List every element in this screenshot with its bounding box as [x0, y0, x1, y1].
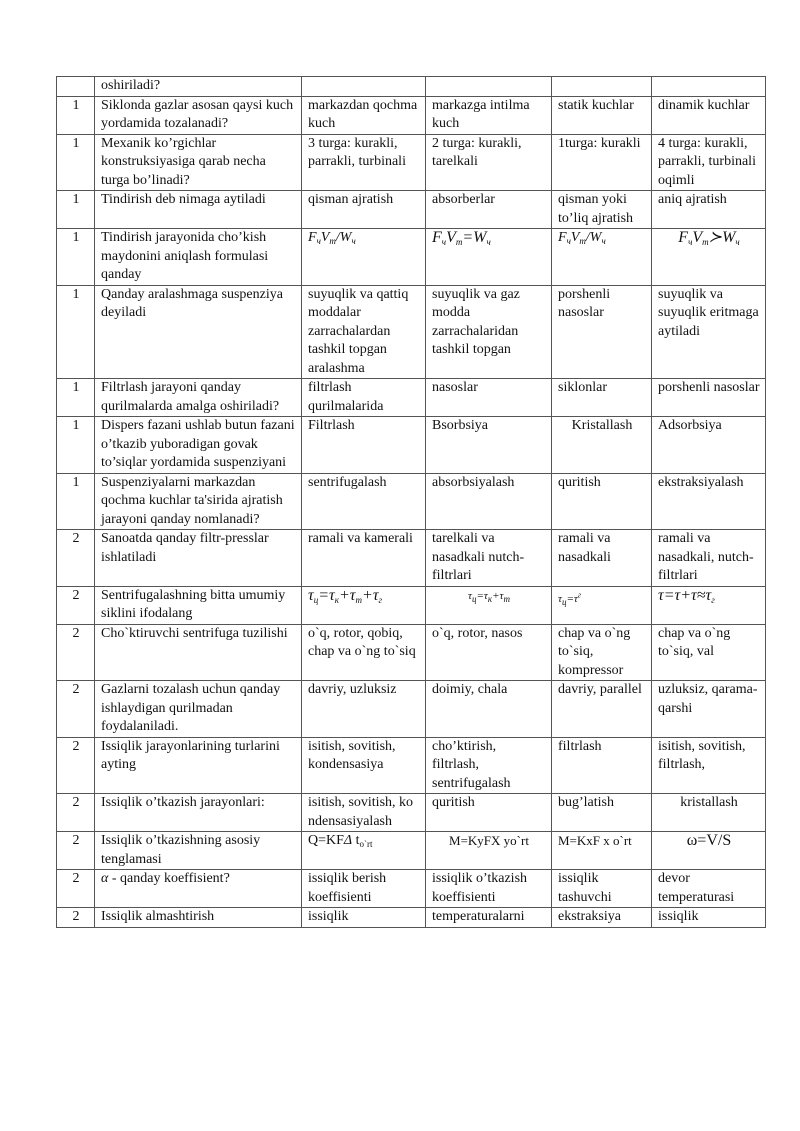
table-row: [57, 285, 766, 379]
answer-c-cell: siklonlar: [552, 379, 652, 417]
answer-a-cell: issiqlik berish koeffisienti: [302, 870, 426, 908]
row-number: 2: [57, 530, 95, 587]
answer-c-cell: davriy, parallel: [552, 681, 652, 738]
answer-d-cell: ramali va nasadkali, nutch-filtrlari: [652, 530, 766, 587]
answer-a-cell: filtrlash qurilmalarida: [302, 379, 426, 417]
answer-d-cell: devor temperaturasi: [652, 870, 766, 908]
question-cell: Gazlarni tozalash uchun qanday ishlaydigan qurilmadan foydalaniladi.: [95, 681, 302, 738]
question-cell: Issiqlik almashtirish: [95, 908, 302, 928]
table-row: [57, 832, 766, 870]
question-cell: Siklonda gazlar asosan qaysi kuch yordamida tozalanadi?: [95, 96, 302, 134]
table-row: [57, 737, 766, 794]
answer-c-cell: ekstraksiya: [552, 908, 652, 928]
answer-c-cell: porshenli nasoslar: [552, 285, 652, 379]
answer-b-cell: tarelkali va nasadkali nutch-filtrlari: [426, 530, 552, 587]
answer-b-formula: $F_чV_т=W_ч$: [426, 229, 552, 286]
table-row: [57, 417, 766, 474]
table-row: [57, 229, 766, 286]
answer-d-cell: porshenli nasoslar: [652, 379, 766, 417]
answer-b-cell: issiqlik o’tkazish koeffisienti: [426, 870, 552, 908]
answer-a-formula: $F_чV_т/W_ч$: [302, 229, 426, 286]
answer-b-cell: temperaturalarni: [426, 908, 552, 928]
answer-d-cell: uzluksiz, qarama-qarshi: [652, 681, 766, 738]
answer-d-cell: ekstraksiyalash: [652, 473, 766, 530]
table-row: [57, 77, 766, 97]
answer-a-cell: issiqlik: [302, 908, 426, 928]
table-row: [57, 624, 766, 681]
answer-a-cell: sentrifugalash: [302, 473, 426, 530]
answer-d-cell: dinamik kuchlar: [652, 96, 766, 134]
answer-c-cell: issiqlik tashuvchi: [552, 870, 652, 908]
row-number: 2: [57, 586, 95, 624]
answer-a-cell: isitish, sovitish, kondensasiya: [302, 737, 426, 794]
table-row: [57, 586, 766, 624]
row-number: 1: [57, 379, 95, 417]
answer-a-cell: Filtrlash: [302, 417, 426, 474]
question-cell: Filtrlash jarayoni qanday qurilmalarda amalga oshiriladi?: [95, 379, 302, 417]
answer-a-cell: 3 turga: kurakli, parrakli, turbinali: [302, 134, 426, 191]
answer-d-cell: Adsorbsiya: [652, 417, 766, 474]
question-cell: Tindirish jarayonida cho’kish maydonini aniqlash formulasi qanday: [95, 229, 302, 286]
answer-a-cell: isitish, sovitish, kondensasiyalash: [302, 794, 426, 832]
answer-c-cell: [552, 77, 652, 97]
answer-d-cell: ω=V/S: [652, 832, 766, 870]
answer-d-cell: [652, 77, 766, 97]
answer-b-cell: [426, 77, 552, 97]
row-number: 1: [57, 134, 95, 191]
question-cell: Suspenziyalarni markazdan qochma kuchlar ta'sirida ajratish jarayoni qanday nomlanadi?: [95, 473, 302, 530]
answer-a-cell: markazdan qochma kuch: [302, 96, 426, 134]
answer-a-cell: qisman ajratish: [302, 191, 426, 229]
answer-b-cell: Bsorbsiya: [426, 417, 552, 474]
question-cell: Mexanik ko’rgichlar konstruksiyasiga qarab necha turga bo’linadi?: [95, 134, 302, 191]
answer-d-cell: 4 turga: kurakli, parrakli, turbinali oqimli: [652, 134, 766, 191]
question-cell: Issiqlik o’tkazishning asosiy tenglamasi: [95, 832, 302, 870]
questions-table: [56, 76, 766, 928]
question-cell: Qanday aralashmaga suspenziya deyiladi: [95, 285, 302, 379]
table-row: [57, 530, 766, 587]
answer-c-cell: M=KxF x o`rt: [552, 832, 652, 870]
answer-d-formula: $\tau=\tau+\tau\approx\tau_г$: [652, 586, 766, 624]
table-row: [57, 473, 766, 530]
answer-b-cell: 2 turga: kurakli, tarelkali: [426, 134, 552, 191]
answer-d-cell: kristallash: [652, 794, 766, 832]
row-number: 1: [57, 229, 95, 286]
answer-b-cell: o`q, rotor, nasos: [426, 624, 552, 681]
answer-c-cell: quritish: [552, 473, 652, 530]
row-number: 1: [57, 285, 95, 379]
answer-c-cell: qisman yoki to’liq ajratish: [552, 191, 652, 229]
answer-d-formula: $F_чV_т≻W_ч$: [652, 229, 766, 286]
row-number: 2: [57, 794, 95, 832]
answer-d-cell: aniq ajratish: [652, 191, 766, 229]
answer-c-formula: $F_чV_т/W_ч$: [552, 229, 652, 286]
answer-d-cell: suyuqlik va suyuqlik eritmaga aytiladi: [652, 285, 766, 379]
row-number: 1: [57, 417, 95, 474]
answer-b-cell: nasoslar: [426, 379, 552, 417]
row-number: 1: [57, 96, 95, 134]
answer-c-formula: $\tau_ц=\tau^г$: [552, 586, 652, 624]
answer-a-cell: davriy, uzluksiz: [302, 681, 426, 738]
answer-c-cell: filtrlash: [552, 737, 652, 794]
answer-c-cell: Kristallash: [552, 417, 652, 474]
question-cell: Cho`ktiruvchi sentrifuga tuzilishi: [95, 624, 302, 681]
question-cell: Dispers fazani ushlab butun fazani o’tkazib yuboradigan govak to’siqlar yordamida suspenziyani: [95, 417, 302, 474]
table-row: [57, 191, 766, 229]
answer-d-cell: isitish, sovitish, filtrlash,: [652, 737, 766, 794]
question-cell: Issiqlik o’tkazish jarayonlari:: [95, 794, 302, 832]
answer-b-cell: suyuqlik va gaz modda zarrachalaridan tashkil topgan: [426, 285, 552, 379]
row-number: 2: [57, 681, 95, 738]
answer-a-formula: Q=KFΔ $t_{o`rt}$: [302, 832, 426, 870]
answer-a-cell: ramali va kamerali: [302, 530, 426, 587]
answer-b-cell: markazga intilma kuch: [426, 96, 552, 134]
answer-c-cell: chap va o`ng to`siq, kompressor: [552, 624, 652, 681]
answer-b-formula: $\tau_ц=\tau_к+\tau_т$: [426, 586, 552, 624]
answer-b-cell: doimiy, chala: [426, 681, 552, 738]
answer-c-cell: bug’latish: [552, 794, 652, 832]
answer-a-cell: o`q, rotor, qobiq, chap va o`ng to`siq: [302, 624, 426, 681]
question-cell: Tindirish deb nimaga aytiladi: [95, 191, 302, 229]
row-number: 2: [57, 737, 95, 794]
answer-c-cell: 1turga: kurakli: [552, 134, 652, 191]
table-row: [57, 870, 766, 908]
answer-a-cell: [302, 77, 426, 97]
table-row: [57, 794, 766, 832]
row-number: 1: [57, 191, 95, 229]
row-number: 2: [57, 832, 95, 870]
row-number: 2: [57, 624, 95, 681]
answer-b-cell: quritish: [426, 794, 552, 832]
question-cell: Sanoatda qanday filtr-presslar ishlatiladi: [95, 530, 302, 587]
answer-a-cell: suyuqlik va qattiq moddalar zarrachalardan tashkil topgan aralashma: [302, 285, 426, 379]
table-row: [57, 134, 766, 191]
alpha-symbol: α: [101, 871, 109, 886]
question-cell: α - qanday koeffisient?: [95, 870, 302, 908]
answer-d-cell: chap va o`ng to`siq, val: [652, 624, 766, 681]
answer-b-cell: M=KyFX yo`rt: [426, 832, 552, 870]
row-number: [57, 77, 95, 97]
answer-b-cell: absorberlar: [426, 191, 552, 229]
answer-a-formula: $\tau_ц=\tau_к+\tau_т+\tau_г$: [302, 586, 426, 624]
answer-d-cell: issiqlik: [652, 908, 766, 928]
answer-b-cell: absorbsiyalash: [426, 473, 552, 530]
question-cell: Sentrifugalashning bitta umumiy siklini ifodalang: [95, 586, 302, 624]
row-number: 1: [57, 473, 95, 530]
answer-c-cell: ramali va nasadkali: [552, 530, 652, 587]
table-row: [57, 681, 766, 738]
row-number: 2: [57, 908, 95, 928]
test-table-page: [56, 76, 765, 928]
table-row: [57, 908, 766, 928]
table-row: [57, 379, 766, 417]
table-row: [57, 96, 766, 134]
row-number: 2: [57, 870, 95, 908]
question-cell: oshiriladi?: [95, 77, 302, 97]
question-cell: Issiqlik jarayonlarining turlarini ayting: [95, 737, 302, 794]
answer-c-cell: statik kuchlar: [552, 96, 652, 134]
answer-b-cell: cho’ktirish, filtrlash, sentrifugalash: [426, 737, 552, 794]
